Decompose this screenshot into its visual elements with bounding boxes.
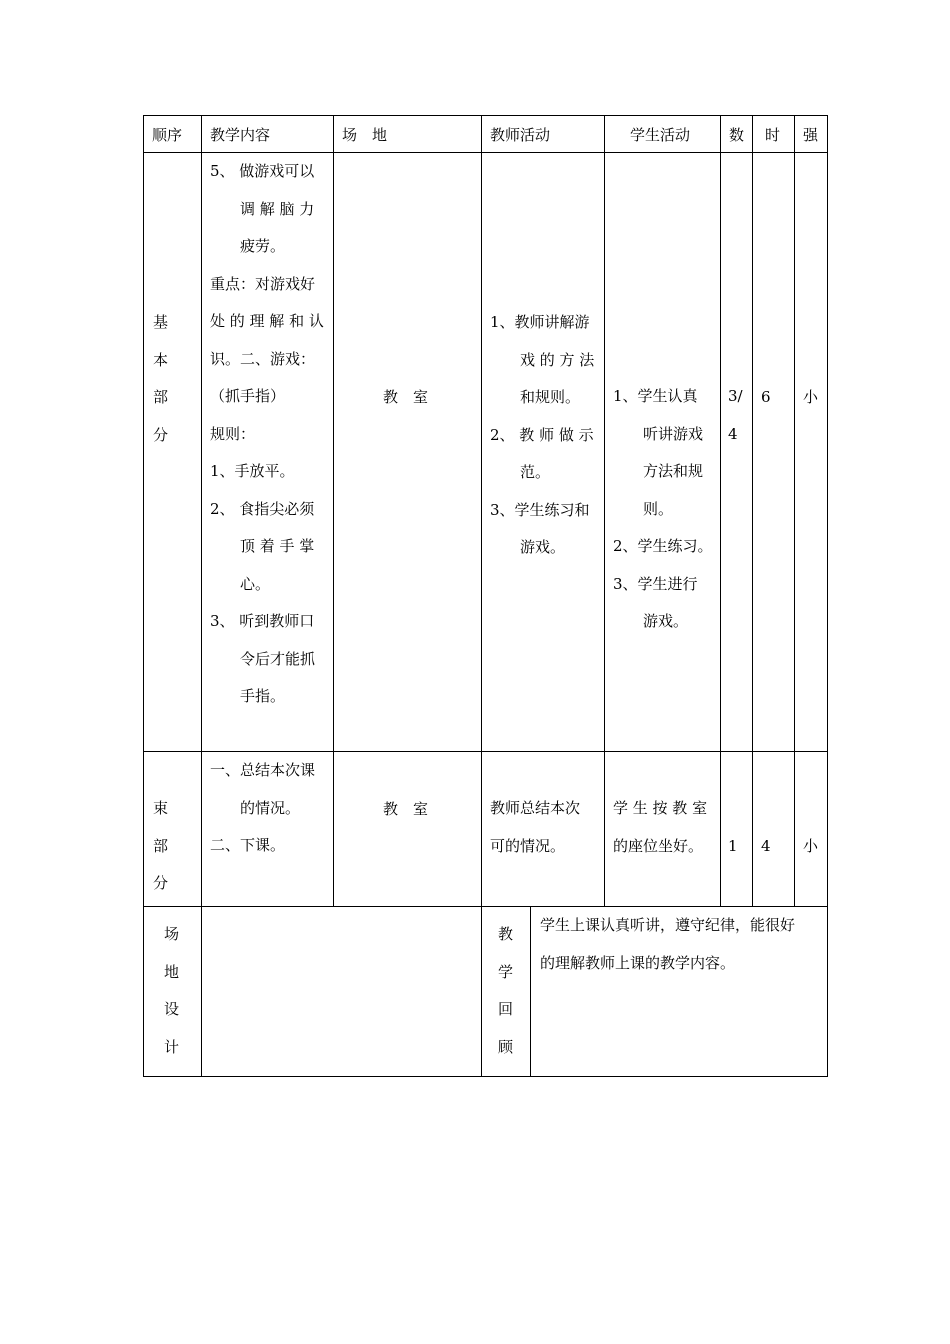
section-char: 分 bbox=[153, 874, 169, 892]
label-char: 地 bbox=[164, 962, 180, 981]
section-char: 分 bbox=[153, 425, 169, 444]
content-line: 3、 听到教师口 bbox=[210, 612, 315, 630]
label-char: 设 bbox=[164, 1000, 180, 1018]
teacher-line: 可的情况。 bbox=[490, 836, 566, 855]
content-line: 疲劳。 bbox=[240, 237, 286, 255]
review-line: 学生上课认真听讲，遵守纪律，能很好 bbox=[540, 916, 796, 934]
header-content: 教学内容 bbox=[210, 126, 271, 144]
student-line: 3、学生进行 bbox=[613, 574, 698, 593]
student-line: 学 生 按 教 室 bbox=[613, 799, 708, 817]
content-line: 令后才能抓 bbox=[240, 649, 316, 668]
header-student-activity: 学生活动 bbox=[630, 126, 691, 144]
content-line: 5、 做游戏可以 bbox=[210, 162, 315, 180]
col-divider-count bbox=[752, 115, 753, 907]
basic-time: 6 bbox=[761, 388, 771, 406]
content-line: 规则： bbox=[210, 424, 256, 443]
student-line: 听讲游戏 bbox=[643, 424, 704, 443]
count-line: 3/ bbox=[728, 387, 743, 405]
table-border-right bbox=[827, 115, 828, 1077]
teaching-review-text bbox=[540, 907, 822, 982]
section-char: 部 bbox=[153, 388, 169, 406]
basic-student-activity bbox=[613, 378, 717, 641]
student-line: 方法和规 bbox=[643, 462, 704, 480]
col-divider-student bbox=[720, 115, 721, 907]
ending-content bbox=[210, 752, 330, 865]
content-line: （抓手指） bbox=[210, 387, 286, 405]
section-char: 基 bbox=[153, 313, 169, 331]
header-order: 顺序 bbox=[152, 126, 183, 144]
label-char: 回 bbox=[498, 1000, 514, 1018]
ending-student-activity bbox=[613, 790, 717, 865]
col-divider-teacher bbox=[604, 115, 605, 907]
ending-section-label bbox=[153, 790, 173, 903]
teacher-line: 教师总结本次 bbox=[490, 799, 581, 817]
col-divider-content bbox=[333, 115, 334, 907]
teaching-review-label bbox=[498, 916, 518, 1066]
student-line: 2、学生练习。 bbox=[613, 537, 713, 555]
basic-teacher-activity bbox=[490, 304, 600, 567]
student-line: 则。 bbox=[643, 499, 674, 518]
label-char: 计 bbox=[164, 1037, 180, 1056]
content-line: 一、总结本次课 bbox=[210, 761, 316, 779]
content-line: 1、手放平。 bbox=[210, 462, 295, 480]
content-line: 二、下课。 bbox=[210, 836, 286, 854]
count-line: 4 bbox=[728, 424, 738, 443]
teacher-line: 戏 的 方 法 bbox=[520, 350, 595, 369]
section-char: 本 bbox=[153, 350, 169, 369]
col-divider-venue bbox=[481, 115, 482, 1077]
table-border-left bbox=[143, 115, 144, 1077]
content-line: 处 的 理 解 和 认 bbox=[210, 312, 324, 330]
ending-time: 4 bbox=[761, 837, 771, 855]
teacher-line: 游戏。 bbox=[520, 538, 566, 556]
section-char: 部 bbox=[153, 836, 169, 855]
header-intensity: 强 bbox=[803, 126, 819, 144]
label-char: 场 bbox=[164, 925, 180, 943]
teacher-line: 范。 bbox=[520, 463, 551, 481]
basic-count bbox=[728, 378, 750, 453]
header-count: 数 bbox=[729, 126, 745, 144]
header-teacher-activity: 教师活动 bbox=[490, 126, 551, 144]
site-design-label bbox=[164, 916, 184, 1066]
section-char: 束 bbox=[153, 799, 169, 817]
student-line: 的座位坐好。 bbox=[613, 836, 704, 855]
content-line: 的情况。 bbox=[240, 798, 301, 817]
site-design-area bbox=[202, 907, 481, 1076]
table-border-top bbox=[143, 115, 828, 116]
footer-divider-review bbox=[530, 906, 531, 1077]
content-line: 调 解 脑 力 bbox=[240, 199, 315, 218]
teacher-line: 1、教师讲解游 bbox=[490, 313, 590, 331]
content-line: 识。二、游戏： bbox=[210, 349, 316, 368]
teacher-line: 2、 教 师 做 示 bbox=[490, 425, 594, 444]
basic-section-label bbox=[153, 304, 173, 454]
basic-venue: 教 室 bbox=[383, 388, 429, 406]
table-border-bottom bbox=[143, 1076, 828, 1077]
label-char: 顾 bbox=[498, 1037, 514, 1056]
ending-venue: 教 室 bbox=[383, 800, 429, 818]
ending-count: 1 bbox=[728, 837, 738, 855]
review-line: 的理解教师上课的教学内容。 bbox=[540, 953, 736, 972]
col-divider-time bbox=[794, 115, 795, 907]
student-line: 游戏。 bbox=[643, 612, 689, 630]
ending-intensity: 小 bbox=[803, 837, 819, 855]
label-char: 学 bbox=[498, 962, 514, 981]
basic-content bbox=[210, 153, 326, 716]
header-venue: 场 地 bbox=[342, 126, 388, 144]
label-char: 教 bbox=[498, 925, 514, 943]
header-time: 时 bbox=[765, 126, 781, 144]
teacher-line: 3、学生练习和 bbox=[490, 500, 590, 519]
student-line: 1、学生认真 bbox=[613, 387, 698, 405]
content-line: 重点：对游戏好 bbox=[210, 274, 316, 293]
content-line: 2、 食指尖必须 bbox=[210, 499, 315, 518]
content-line: 手指。 bbox=[240, 687, 286, 705]
ending-teacher-activity bbox=[490, 790, 600, 865]
content-line: 心。 bbox=[240, 574, 271, 593]
content-line: 顶 着 手 掌 bbox=[240, 537, 315, 555]
basic-intensity: 小 bbox=[803, 388, 819, 406]
teacher-line: 和规则。 bbox=[520, 388, 581, 406]
